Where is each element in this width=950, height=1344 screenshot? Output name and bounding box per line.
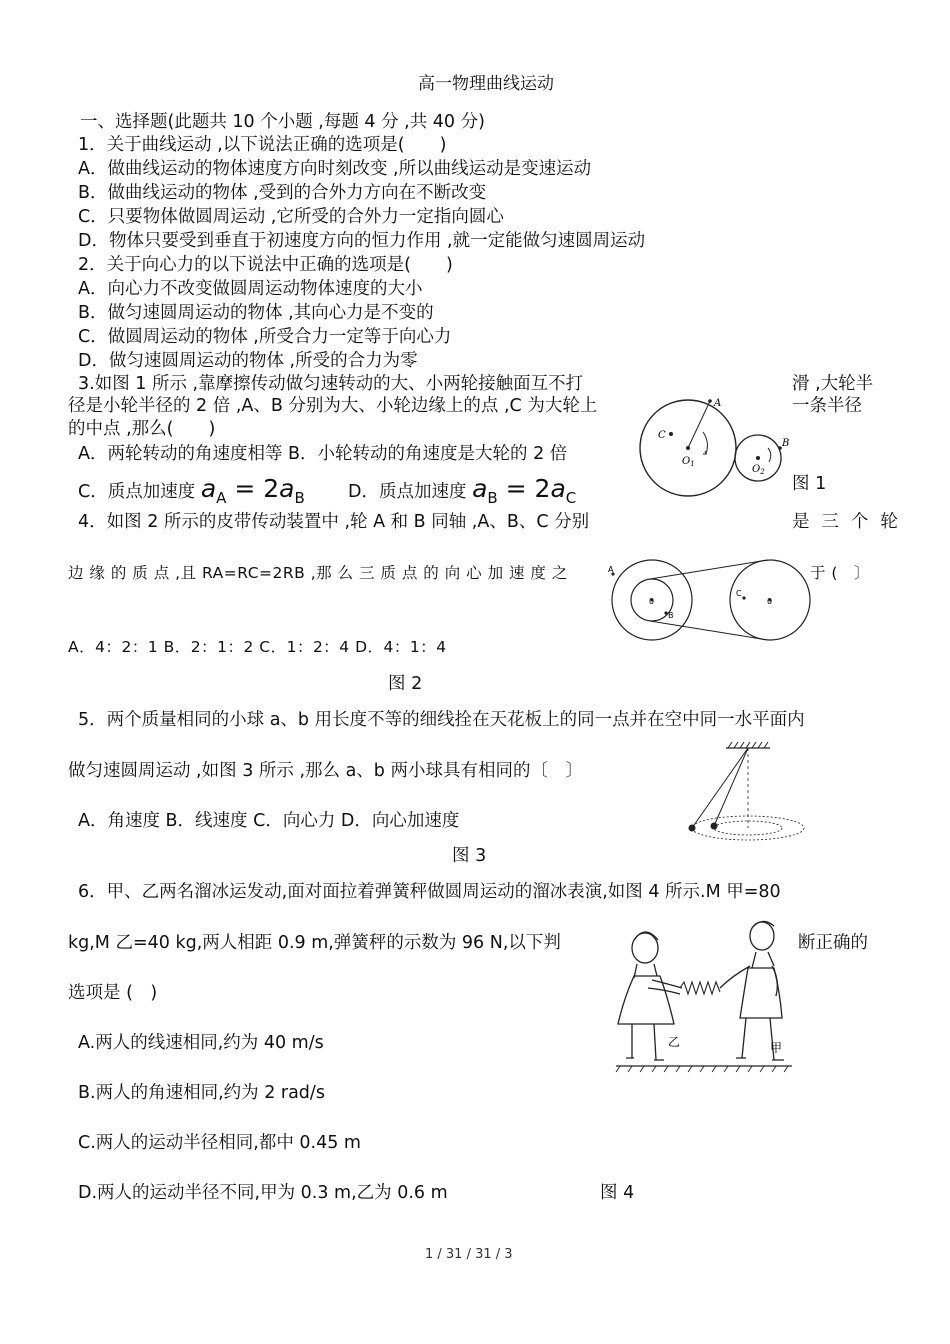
point-c [742, 596, 745, 599]
q4-line2: 边 缘 的 质 点 ,且 RA=RC=2RB ,那 么 三 质 点 的 向 心 加 速 度 之 [68, 564, 568, 582]
q3-options-ab: A．两轮转动的角速度相等 B．小轮转动的角速度是大轮的 2 倍 [78, 444, 568, 464]
page-title: 高一物理曲线运动 [418, 74, 554, 94]
label-c: C [736, 589, 742, 598]
q6-option-c: C.两人的运动半径相同,都中 0.45 m [78, 1133, 361, 1153]
label-c: C [658, 430, 666, 441]
q3-line1: 3.如图 1 所示 ,靠摩擦传动做匀速转动的大、小两轮接触面互不打 [78, 374, 584, 394]
q4-line1: 4．如图 2 所示的皮带传动装置中 ,轮 A 和 B 同轴 ,A、B、C 分别 [78, 512, 590, 532]
ball-b [711, 823, 718, 830]
label-a: A [608, 565, 614, 574]
center-o1 [686, 446, 690, 450]
q4-line1-right: 是 三 个 轮 [792, 512, 902, 532]
q3-line2-right: 一条半径 [792, 396, 862, 416]
q3-option-c-formula: $a_A = 2a_B$ [200, 474, 305, 507]
q3-figure-caption: 图 1 [792, 474, 827, 494]
q5-options: A．角速度 B．线速度 C．向心力 D．向心加速度 [78, 811, 460, 831]
q4-line2-right: 于 ( 〕 [810, 564, 870, 582]
figure-4-skaters [612, 918, 796, 1078]
q1-option-b: B．做曲线运动的物体 ,受到的合外力方向在不断改变 [78, 183, 487, 203]
q6-line3: 选项是 ( ) [68, 983, 158, 1003]
q6-figure-caption: 图 4 [600, 1183, 635, 1203]
label-yi: 乙 [668, 1035, 681, 1049]
label-o2: $O_2$ [752, 464, 765, 476]
q3-option-c [78, 476, 305, 506]
q5-line2: 做匀速圆周运动 ,如图 3 所示 ,那么 a、b 两小球具有相同的〔 〕 [68, 761, 583, 781]
q4-options: A．4：2：1 B．2：1：2 C．1：2：4 D．4：1：4 [68, 638, 447, 656]
q1-option-c: C．只要物体做圆周运动 ,它所受的合外力一定指向圆心 [78, 207, 504, 227]
q6-line2: kg,M 乙=40 kg,两人相距 0.9 m,弹簧秤的示数为 96 N,以下判 [68, 933, 561, 953]
page-footer: 1 / 31 / 31 / 3 [425, 1247, 513, 1262]
big-arrow-head [703, 451, 706, 454]
big-wheel-rotation-arrow [703, 432, 707, 454]
q6-option-d: D.两人的运动半径不同,甲为 0.3 m,乙为 0.6 m [78, 1183, 448, 1203]
q1-option-d: D．物体只要受到垂直于初速度方向的恒力作用 ,就一定能做匀速圆周运动 [78, 231, 646, 251]
q1-stem: 1．关于曲线运动 ,以下说法正确的选项是( ) [78, 135, 447, 155]
label-a: A [714, 398, 722, 409]
ceiling-hatch [728, 742, 768, 748]
q3-option-c-label: C．质点加速度 [78, 482, 196, 502]
label-o-left: 0 [649, 597, 655, 606]
q3-line1-right: 滑 ,大轮半 [792, 374, 874, 394]
label-b: B [782, 438, 790, 449]
section-heading: 一、选择题(此题共 10 个小题 ,每题 4 分 ,共 40 分) [80, 112, 485, 132]
figure-2-belt-drive [608, 550, 812, 650]
q3-option-d-label: D．质点加速度 [348, 482, 467, 502]
label-o-right: 0 [767, 597, 773, 606]
small-wheel-rotation-arrow [768, 448, 771, 462]
q2-stem: 2．关于向心力的以下说法中正确的选项是( ) [78, 255, 453, 275]
q2-option-c: C．做圆周运动的物体 ,所受合力一定等于向心力 [78, 327, 452, 347]
ball-a [689, 825, 696, 832]
q1-option-a: A．做曲线运动的物体速度方向时刻改变 ,所以曲线运动是变速运动 [78, 159, 592, 179]
spring-scale [680, 982, 720, 994]
q6-option-a: A.两人的线速相同,约为 40 m/s [78, 1033, 324, 1053]
q3-option-d-formula: $a_B = 2a_C$ [472, 474, 577, 507]
skater-jia [720, 921, 784, 1060]
label-b: B [668, 611, 674, 620]
point-c [669, 432, 673, 436]
q2-option-a: A．向心力不改变做圆周运动物体速度的大小 [78, 279, 423, 299]
point-a [708, 399, 712, 403]
q2-option-d: D．做匀速圆周运动的物体 ,所受的合力为零 [78, 351, 418, 371]
q3-option-d [348, 476, 576, 506]
q5-figure-caption: 图 3 [452, 846, 487, 866]
q6-line1: 6．甲、乙两名溜冰运发动,面对面拉着弹簧秤做圆周运动的溜冰表演,如图 4 所示.M 甲=80 [78, 882, 781, 902]
label-o1: $O_1$ [682, 456, 695, 468]
q3-line3: 的中点 ,那么( ) [68, 419, 216, 439]
q3-line2: 径是小轮半径的 2 倍 ,A、B 分别为大、小轮边缘上的点 ,C 为大轮上 [68, 396, 598, 416]
string-b [714, 748, 748, 826]
ground-hatch [616, 1066, 788, 1072]
center-o2 [756, 456, 760, 460]
q6-line2-right: 断正确的 [798, 933, 868, 953]
q5-line1: 5．两个质量相同的小球 a、b 用长度不等的细线拴在天花板上的同一点并在空中同一水平面内 [78, 710, 805, 730]
figure-3-conical-pendulums [680, 742, 800, 842]
label-jia: 甲 [770, 1041, 783, 1055]
figure-1-friction-wheels [640, 392, 800, 510]
q6-option-b: B.两人的角速相同,约为 2 rad/s [78, 1083, 325, 1103]
q2-option-b: B．做匀速圆周运动的物体 ,其向心力是不变的 [78, 303, 434, 323]
q4-figure-caption: 图 2 [388, 674, 423, 694]
